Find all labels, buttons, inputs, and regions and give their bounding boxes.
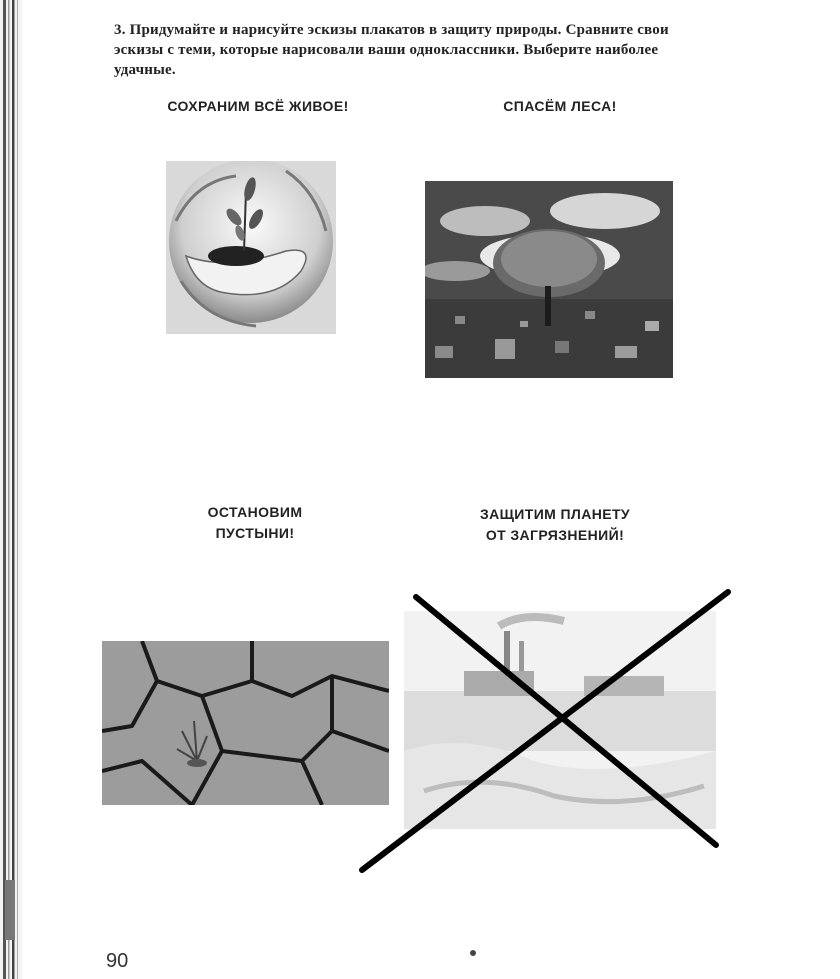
page-number: 90 — [106, 950, 129, 972]
caption-line: ОТ ЗАГРЯЗНЕНИЙ! — [485, 527, 625, 543]
book-spine-scan-edge — [0, 0, 22, 979]
hand-with-sprout-photo — [166, 161, 336, 334]
caption-line: ЗАЩИТИМ ПЛАНЕТУ — [479, 506, 631, 522]
poster-caption-save-all-living: СОХРАНИМ ВСЁ ЖИВОЕ! — [167, 98, 349, 114]
scan-dot — [470, 950, 476, 956]
poster-caption-stop-deserts — [160, 502, 350, 544]
caption-line: ПУСТЫНИ! — [215, 525, 295, 541]
lone-tree-among-stumps-photo — [425, 181, 673, 378]
sprout-in-cracked-earth-photo — [102, 641, 389, 805]
task-instruction: 3. Придумайте и нарисуйте эскизы плакатов в защиту природы. Сравните свои эскизы с теми, которые нарисовали ваши одноклассники. Выберите наиболее удачные. — [114, 22, 669, 78]
poster-caption-protect-planet — [440, 504, 670, 546]
polluted-industrial-landscape-photo — [404, 611, 716, 829]
caption-line: ОСТАНОВИМ — [207, 504, 303, 520]
poster-caption-save-forests: СПАСЁМ ЛЕСА! — [503, 98, 617, 114]
